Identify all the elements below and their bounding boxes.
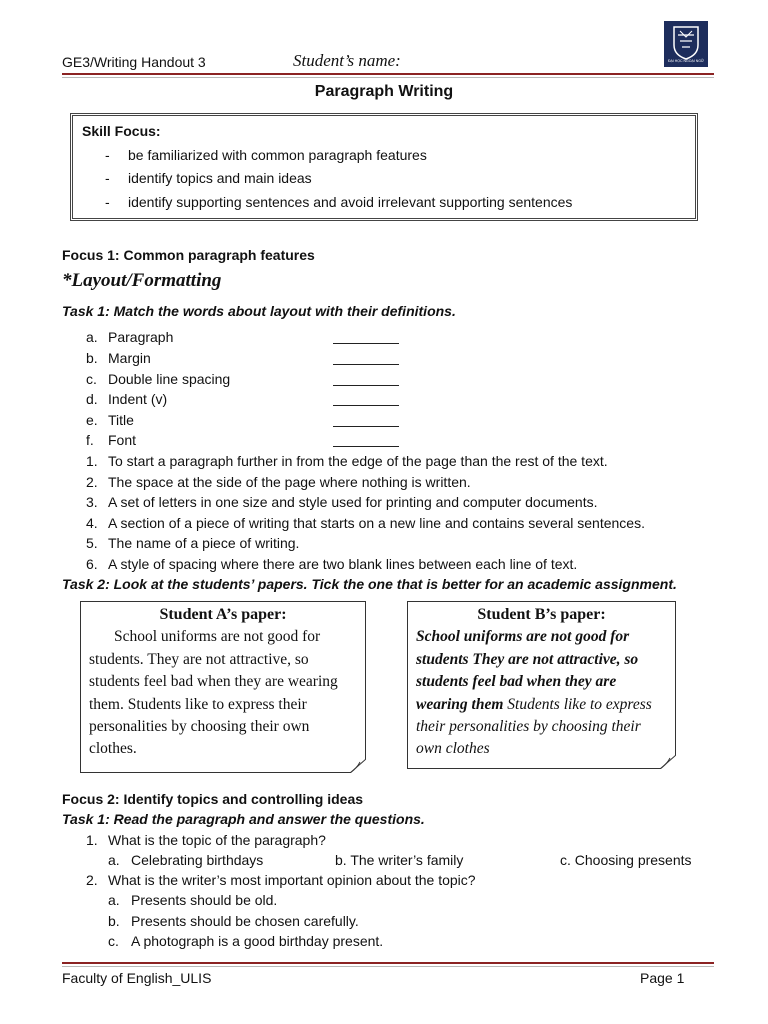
- skill-item-2: identify topics and main ideas: [128, 170, 312, 186]
- definition-text: To start a paragraph further in from the edge of the page than the rest of the text.: [108, 453, 608, 469]
- layout-subheading: *Layout/Formatting: [62, 270, 222, 291]
- definition-num: 2.: [86, 474, 98, 490]
- option-letter: c.: [108, 933, 119, 949]
- student-name-label: Student’s name:: [293, 51, 401, 70]
- paper-a-line: personalities by choosing their own: [89, 718, 310, 735]
- page-title: Paragraph Writing: [314, 83, 454, 100]
- footer-faculty: Faculty of English_ULIS: [62, 970, 212, 986]
- term-text: Margin: [108, 350, 151, 366]
- answer-blank[interactable]: [333, 385, 399, 386]
- focus1-heading: Focus 1: Common paragraph features: [62, 247, 315, 263]
- page-curl-icon: [350, 759, 366, 773]
- term-text: Indent (v): [108, 391, 168, 407]
- paper-b-line: students feel bad when they are: [416, 673, 617, 690]
- paper-a-line: School uniforms are not good for: [114, 628, 321, 645]
- answer-blank[interactable]: [333, 343, 399, 344]
- question-num: 1.: [86, 832, 98, 848]
- definition-text: A style of spacing where there are two blank lines between each line of text.: [108, 556, 578, 572]
- skill-item-1: be familiarized with common paragraph features: [128, 147, 427, 163]
- student-a-title: Student A’s paper:: [159, 606, 287, 623]
- paper-b-line: students They are not attractive, so: [416, 651, 639, 668]
- term-letter: e.: [86, 412, 98, 428]
- term-letter: c.: [86, 371, 97, 387]
- definition-num: 6.: [86, 556, 98, 572]
- option-b[interactable]: Presents should be chosen carefully.: [131, 913, 359, 929]
- option-b[interactable]: b. The writer’s family: [335, 852, 464, 868]
- answer-blank[interactable]: [333, 405, 399, 406]
- definition-text: The name of a piece of writing.: [108, 535, 300, 551]
- skill-item-3: identify supporting sentences and avoid irrelevant supporting sentences: [128, 194, 573, 210]
- focus2-task1-instruction: Task 1: Read the paragraph and answer the questions.: [62, 811, 425, 827]
- page-curl-icon: [660, 755, 676, 769]
- page-number: Page 1: [640, 970, 685, 986]
- answer-blank[interactable]: [333, 446, 399, 447]
- skill-focus-heading: Skill Focus:: [82, 123, 161, 139]
- footer-rule-thin: [62, 966, 714, 967]
- student-b-title: Student B’s paper:: [477, 606, 606, 623]
- paper-b-line: School uniforms are not good for: [416, 628, 630, 645]
- definition-text: A section of a piece of writing that starts on a new line and contains several sentences.: [108, 515, 645, 531]
- term-letter: f.: [86, 432, 94, 448]
- paper-a-line: students. They are not attractive, so: [89, 651, 309, 668]
- definition-text: A set of letters in one size and style used for printing and computer documents.: [108, 494, 598, 510]
- paper-a-line: them. Students like to express their: [89, 696, 307, 713]
- option-letter: a.: [108, 852, 120, 868]
- paper-b-italic-part: Students like to express: [503, 696, 652, 713]
- paper-b-line: their personalities by choosing their: [416, 718, 641, 735]
- header-rule-thin: [62, 77, 714, 78]
- header-rule: [62, 73, 714, 75]
- answer-blank[interactable]: [333, 426, 399, 427]
- task2-instruction: Task 2: Look at the students’ papers. Tick the one that is better for an academic assignment.: [62, 576, 677, 592]
- task1-instruction: Task 1: Match the words about layout with their definitions.: [62, 303, 456, 319]
- definition-text: The space at the side of the page where nothing is written.: [108, 474, 471, 490]
- option-letter: b.: [108, 913, 120, 929]
- definition-num: 4.: [86, 515, 98, 531]
- course-code: GE3/Writing Handout 3: [62, 54, 206, 70]
- definition-num: 5.: [86, 535, 98, 551]
- option-a[interactable]: Presents should be old.: [131, 892, 278, 908]
- definition-num: 1.: [86, 453, 98, 469]
- term-text: Font: [108, 432, 137, 448]
- paper-b-line: [416, 694, 652, 716]
- term-letter: b.: [86, 350, 98, 366]
- option-c[interactable]: c. Choosing presents: [560, 852, 692, 868]
- term-text: Paragraph: [108, 329, 174, 345]
- option-a[interactable]: Celebrating birthdays: [131, 852, 264, 868]
- focus2-heading: Focus 2: Identify topics and controlling ideas: [62, 791, 364, 807]
- question-num: 2.: [86, 872, 98, 888]
- paper-a-line: clothes.: [89, 740, 137, 757]
- answer-blank[interactable]: [333, 364, 399, 365]
- option-letter: a.: [108, 892, 120, 908]
- paper-b-bold-part: wearing them: [416, 696, 504, 713]
- paper-b-line: own clothes: [416, 740, 490, 757]
- logo-caption: ĐẠI HỌC NGOẠI NGỮ: [667, 59, 705, 63]
- term-text: Title: [108, 412, 134, 428]
- skill-bullet-2: -: [105, 170, 110, 186]
- term-letter: a.: [86, 329, 98, 345]
- question-text: What is the topic of the paragraph?: [108, 832, 326, 848]
- option-c[interactable]: A photograph is a good birthday present.: [131, 933, 384, 949]
- term-letter: d.: [86, 391, 98, 407]
- term-text: Double line spacing: [108, 371, 231, 387]
- question-text: What is the writer’s most important opinion about the topic?: [108, 872, 476, 888]
- paper-a-line: students feel bad when they are wearing: [89, 673, 338, 690]
- skill-bullet-3: -: [105, 194, 110, 210]
- university-logo: [664, 21, 708, 67]
- definition-num: 3.: [86, 494, 98, 510]
- footer-rule: [62, 962, 714, 964]
- skill-bullet-1: -: [105, 147, 110, 163]
